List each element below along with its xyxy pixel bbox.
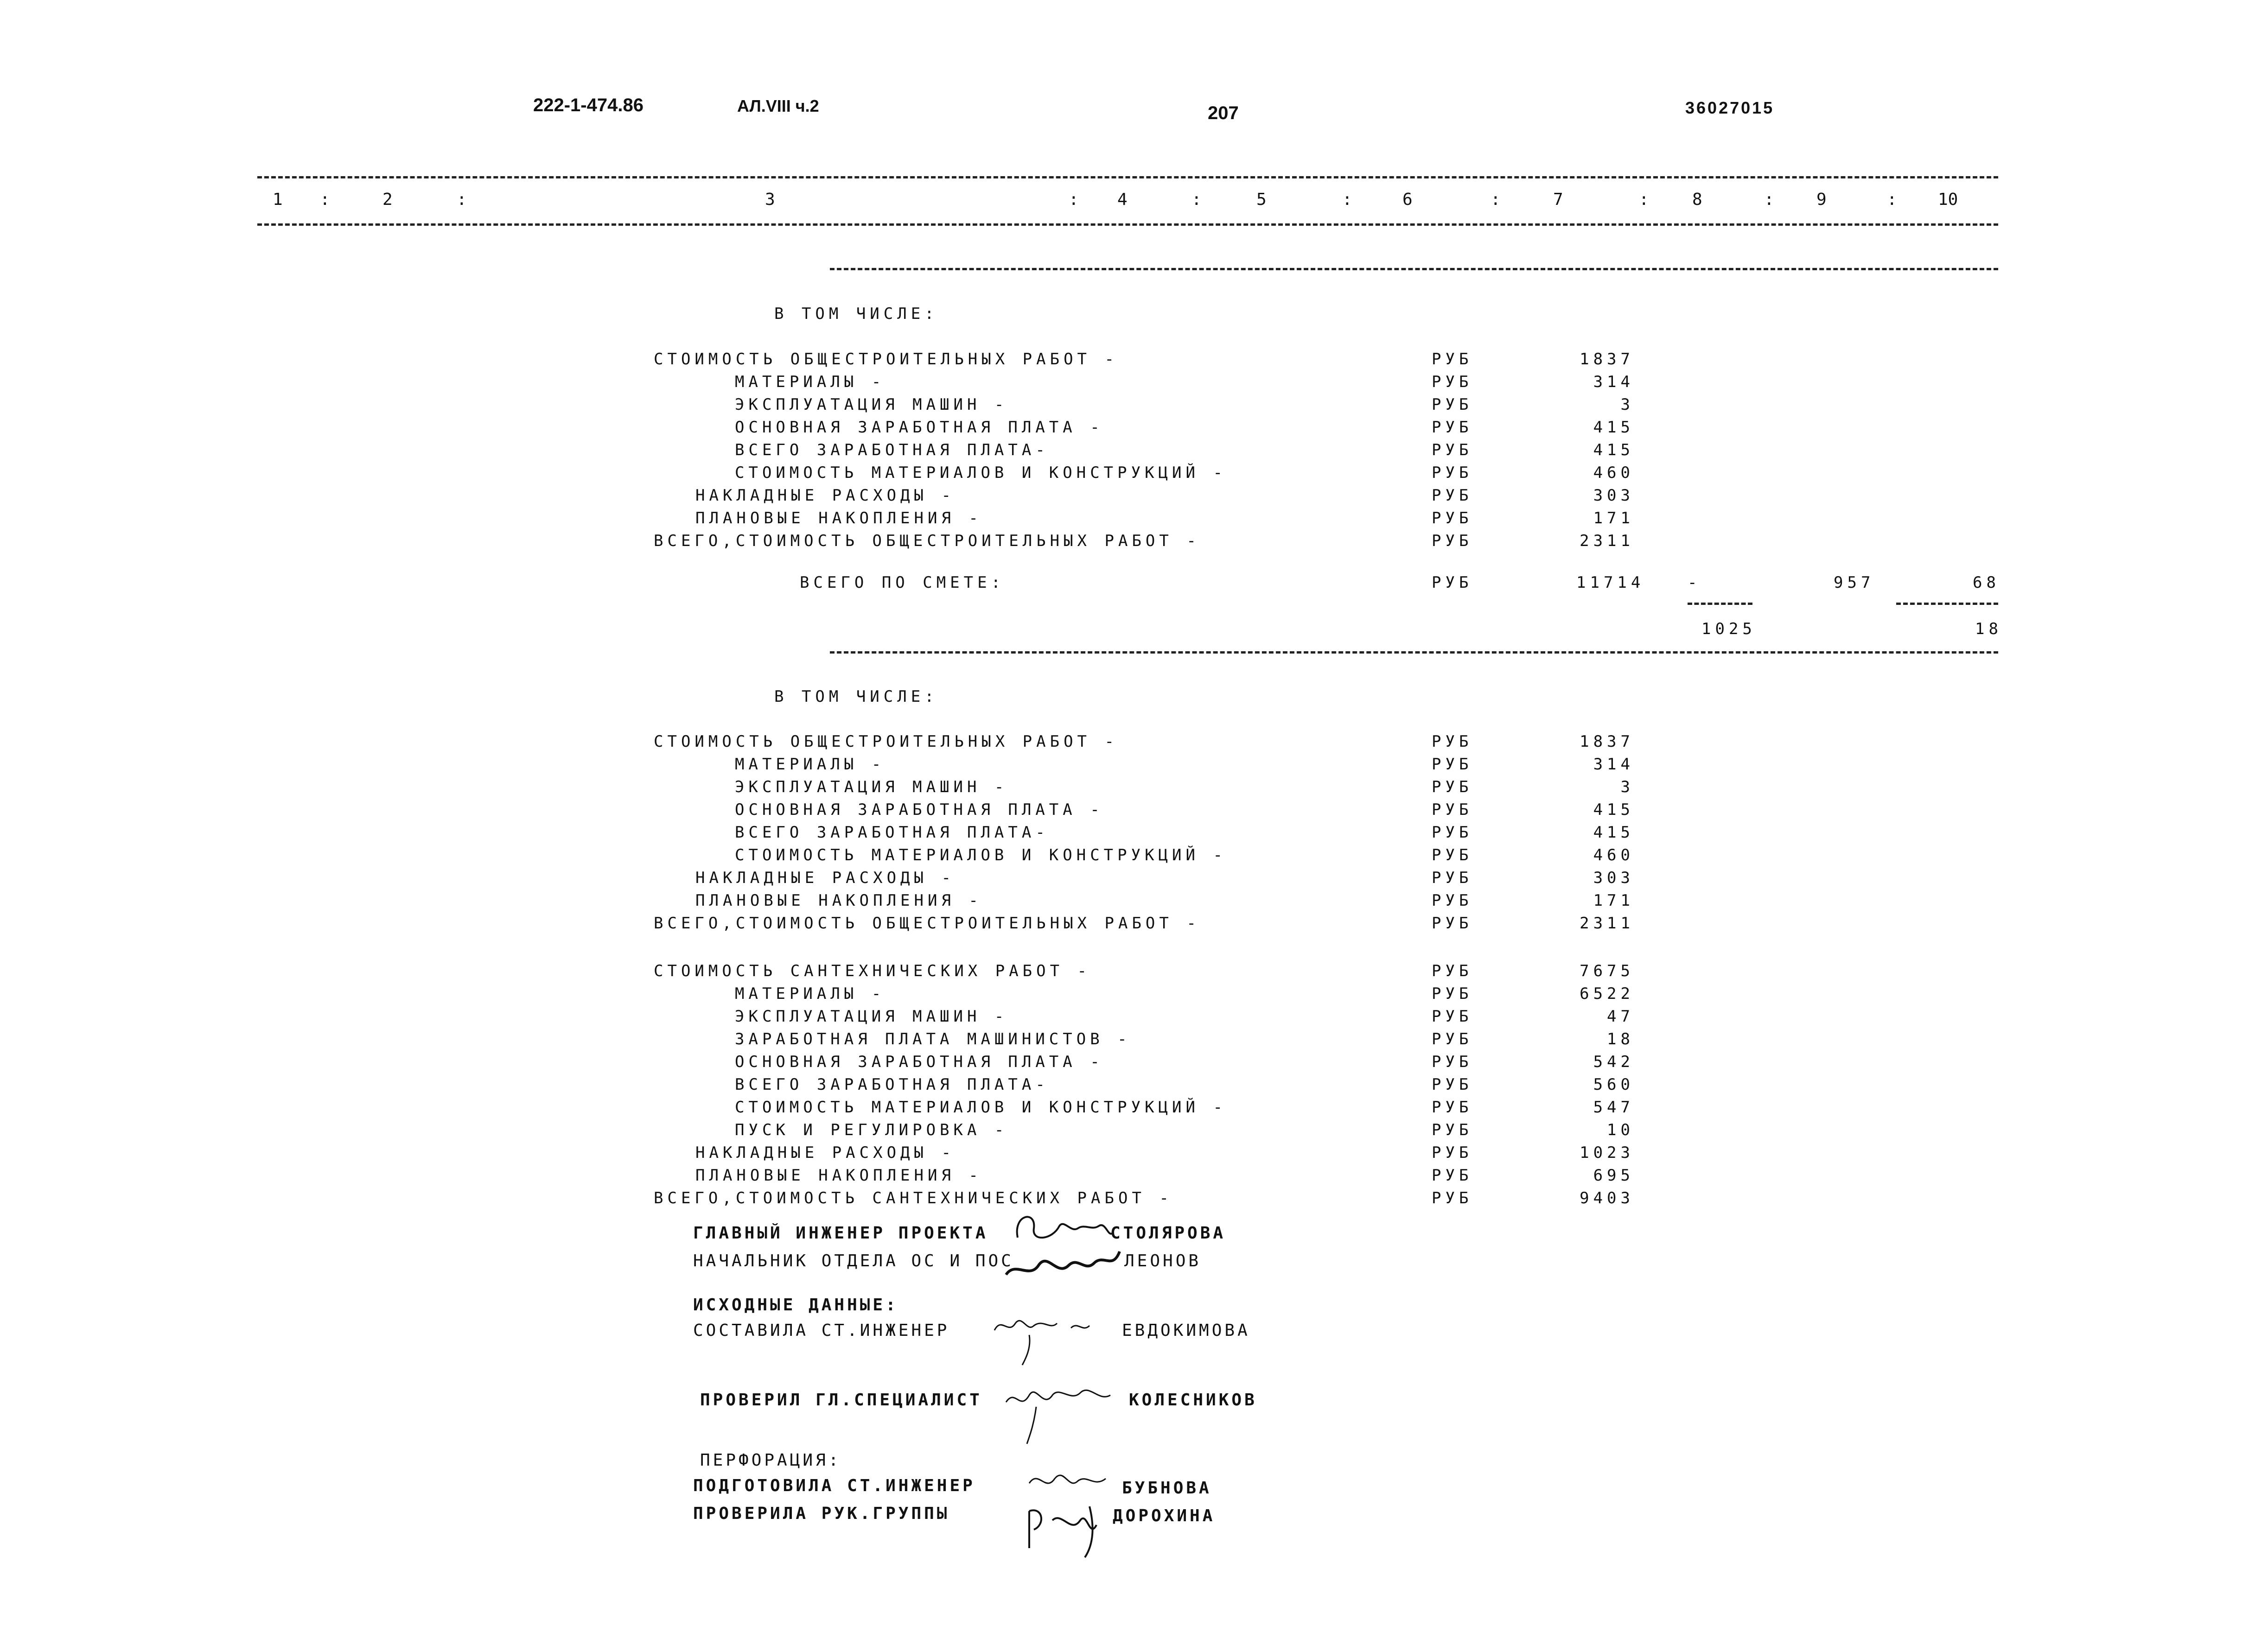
- dept-head-title: НАЧАЛЬНИК ОТДЕЛА ОС И ПОС: [693, 1251, 1014, 1270]
- compiled-signature: [987, 1302, 1108, 1367]
- col-num: 1: [273, 190, 283, 209]
- cost-row-unit: РУБ: [1432, 846, 1473, 864]
- cost-row-unit: РУБ: [1432, 869, 1473, 887]
- cost-row-label: ОСНОВНАЯ ЗАРАБОТНАЯ ПЛАТА -: [735, 800, 1104, 819]
- col-num: 4: [1117, 190, 1128, 209]
- prepared-name: БУБНОВА: [1122, 1479, 1212, 1498]
- cost-row-value: 415: [1593, 441, 1634, 459]
- subtotal-heading: В ТОМ ЧИСЛЕ:: [774, 687, 938, 706]
- cost-row-unit: РУБ: [1432, 373, 1473, 391]
- cost-row-value: 3: [1620, 778, 1634, 796]
- section-rule: [830, 268, 1998, 270]
- cost-row-label: ВСЕГО,СТОИМОСТЬ САНТЕХНИЧЕСКИХ РАБОТ -: [654, 1189, 1173, 1207]
- checked-signature: [1001, 1370, 1131, 1448]
- cost-row-value: 415: [1593, 823, 1634, 842]
- cost-row-label: ЭКСПЛУАТАЦИЯ МАШИН -: [735, 395, 1008, 414]
- cost-row-value: 171: [1593, 891, 1634, 910]
- cost-row-unit: РУБ: [1432, 1143, 1473, 1162]
- cost-row-unit: РУБ: [1432, 350, 1473, 368]
- doc-code: 222-1-474.86: [533, 95, 643, 115]
- cost-row-value: 542: [1593, 1053, 1634, 1071]
- col-sep: :: [1069, 190, 1079, 209]
- chief-engineer-name: СТОЛЯРОВА: [1110, 1224, 1226, 1243]
- total-col8: -: [1688, 573, 1701, 592]
- verified-title: ПРОВЕРИЛА РУК.ГРУППЫ: [693, 1504, 950, 1523]
- cost-row-value: 314: [1593, 373, 1634, 391]
- total-unit: РУБ: [1432, 573, 1473, 592]
- col-num: 2: [382, 190, 393, 209]
- cost-row-unit: РУБ: [1432, 1075, 1473, 1094]
- cost-row-value: 2311: [1580, 914, 1634, 933]
- cost-row-label: НАКЛАДНЫЕ РАСХОДЫ -: [695, 869, 955, 887]
- cost-row-label: ЗАРАБОТНАЯ ПЛАТА МАШИНИСТОВ -: [735, 1030, 1131, 1048]
- verified-signature: [1020, 1483, 1122, 1562]
- cost-row-label: СТОИМОСТЬ ОБЩЕСТРОИТЕЛЬНЫХ РАБОТ -: [654, 350, 1118, 368]
- col-sep: :: [1639, 190, 1649, 209]
- cost-row-label: ОСНОВНАЯ ЗАРАБОТНАЯ ПЛАТА -: [735, 418, 1104, 437]
- col-num: 9: [1816, 190, 1827, 209]
- col-sep: :: [1491, 190, 1501, 209]
- cost-row-unit: РУБ: [1432, 800, 1473, 819]
- cost-row-label: ЭКСПЛУАТАЦИЯ МАШИН -: [735, 778, 1008, 796]
- table-top-rule: [257, 176, 1998, 178]
- cost-row-value: 1837: [1580, 732, 1634, 751]
- col-sep: :: [1191, 190, 1202, 209]
- cost-row-unit: РУБ: [1432, 1098, 1473, 1117]
- col-sep: :: [1764, 190, 1774, 209]
- cost-row-unit: РУБ: [1432, 395, 1473, 414]
- cost-row-value: 47: [1607, 1007, 1634, 1026]
- cost-row-value: 9403: [1580, 1189, 1634, 1207]
- cost-row-value: 314: [1593, 755, 1634, 774]
- album-ref: АЛ.VIII ч.2: [737, 96, 819, 115]
- verified-name: ДОРОХИНА: [1113, 1506, 1216, 1525]
- total-label: ВСЕГО ПО СМЕТЕ:: [800, 573, 1005, 592]
- cost-row-label: МАТЕРИАЛЫ -: [735, 755, 886, 774]
- col-num: 10: [1938, 190, 1958, 209]
- cost-row-unit: РУБ: [1432, 962, 1473, 980]
- cost-row-unit: РУБ: [1432, 509, 1473, 527]
- total-col10: 68: [1973, 573, 2000, 592]
- cost-row-unit: РУБ: [1432, 732, 1473, 751]
- cost-row-label: ВСЕГО,СТОИМОСТЬ ОБЩЕСТРОИТЕЛЬНЫХ РАБОТ -: [654, 914, 1200, 933]
- cost-row-label: СТОИМОСТЬ ОБЩЕСТРОИТЕЛЬНЫХ РАБОТ -: [654, 732, 1118, 751]
- cost-row-value: 3: [1620, 395, 1634, 414]
- cost-row-value: 7675: [1580, 962, 1634, 980]
- cost-row-unit: РУБ: [1432, 891, 1473, 910]
- compiled-name: ЕВДОКИМОВА: [1122, 1321, 1250, 1340]
- total-col8-sub: 1025: [1701, 620, 1756, 638]
- cost-row-label: ЭКСПЛУАТАЦИЯ МАШИН -: [735, 1007, 1008, 1026]
- dept-head-name: ЛЕОНОВ: [1124, 1251, 1202, 1270]
- prepared-title: ПОДГОТОВИЛА СТ.ИНЖЕНЕР: [693, 1476, 975, 1495]
- cost-row-value: 6522: [1580, 984, 1634, 1003]
- cost-row-unit: РУБ: [1432, 1053, 1473, 1071]
- cost-row-label: ОСНОВНАЯ ЗАРАБОТНАЯ ПЛАТА -: [735, 1053, 1104, 1071]
- cost-row-value: 415: [1593, 418, 1634, 437]
- cost-row-unit: РУБ: [1432, 984, 1473, 1003]
- col8-subrule: [1688, 603, 1752, 605]
- section-rule: [830, 651, 1998, 654]
- cost-row-label: ВСЕГО,СТОИМОСТЬ ОБЩЕСТРОИТЕЛЬНЫХ РАБОТ -: [654, 532, 1200, 550]
- cost-row-label: МАТЕРИАЛЫ -: [735, 984, 886, 1003]
- cost-row-unit: РУБ: [1432, 464, 1473, 482]
- subtotal-heading: В ТОМ ЧИСЛЕ:: [774, 305, 938, 323]
- cost-row-unit: РУБ: [1432, 1189, 1473, 1207]
- cost-row-unit: РУБ: [1432, 1030, 1473, 1048]
- doc-id: 36027015: [1685, 98, 1775, 117]
- col-sep: :: [1887, 190, 1897, 209]
- cost-row-value: 460: [1593, 464, 1634, 482]
- cost-row-value: 2311: [1580, 532, 1634, 550]
- cost-row-value: 303: [1593, 486, 1634, 505]
- dept-head-signature: [997, 1233, 1127, 1289]
- cost-row-label: МАТЕРИАЛЫ -: [735, 373, 886, 391]
- cost-row-unit: РУБ: [1432, 1007, 1473, 1026]
- cost-row-value: 1023: [1580, 1143, 1634, 1162]
- cost-row-label: ВСЕГО ЗАРАБОТНАЯ ПЛАТА-: [735, 1075, 1049, 1094]
- cost-row-label: ПЛАНОВЫЕ НАКОПЛЕНИЯ -: [695, 509, 982, 527]
- cost-row-unit: РУБ: [1432, 486, 1473, 505]
- cost-row-unit: РУБ: [1432, 778, 1473, 796]
- chief-engineer-title: ГЛАВНЫЙ ИНЖЕНЕР ПРОЕКТА: [693, 1224, 988, 1243]
- cost-row-label: НАКЛАДНЫЕ РАСХОДЫ -: [695, 486, 955, 505]
- cost-row-unit: РУБ: [1432, 1166, 1473, 1185]
- compiled-title: СОСТАВИЛА СТ.ИНЖЕНЕР: [693, 1321, 950, 1340]
- col-num: 7: [1553, 190, 1563, 209]
- col-num: 5: [1256, 190, 1267, 209]
- cost-row-label: СТОИМОСТЬ САНТЕХНИЧЕСКИХ РАБОТ -: [654, 962, 1091, 980]
- cost-row-value: 547: [1593, 1098, 1634, 1117]
- col-sep: :: [320, 190, 330, 209]
- cost-row-unit: РУБ: [1432, 823, 1473, 842]
- col10-subrule: [1896, 603, 1998, 605]
- cost-row-value: 560: [1593, 1075, 1634, 1094]
- col-sep: :: [1342, 190, 1352, 209]
- source-data-heading: ИСХОДНЫЕ ДАННЫЕ:: [693, 1296, 898, 1315]
- cost-row-value: 415: [1593, 800, 1634, 819]
- cost-row-value: 10: [1607, 1121, 1634, 1139]
- cost-row-value: 18: [1607, 1030, 1634, 1048]
- cost-row-unit: РУБ: [1432, 914, 1473, 933]
- cost-row-label: СТОИМОСТЬ МАТЕРИАЛОВ И КОНСТРУКЦИЙ -: [735, 464, 1227, 482]
- cost-row-unit: РУБ: [1432, 418, 1473, 437]
- cost-row-value: 460: [1593, 846, 1634, 864]
- cost-row-value: 695: [1593, 1166, 1634, 1185]
- cost-row-value: 1837: [1580, 350, 1634, 368]
- checked-title: ПРОВЕРИЛ ГЛ.СПЕЦИАЛИСТ: [700, 1391, 982, 1410]
- cost-row-unit: РУБ: [1432, 1121, 1473, 1139]
- perforation-heading: ПЕРФОРАЦИЯ:: [700, 1451, 841, 1470]
- cost-row-value: 171: [1593, 509, 1634, 527]
- col-num: 3: [765, 190, 775, 209]
- col-sep: :: [457, 190, 467, 209]
- total-value: 11714: [1576, 573, 1645, 592]
- col-num: 8: [1692, 190, 1702, 209]
- total-col10-sub: 18: [1975, 620, 2002, 638]
- col-num: 6: [1402, 190, 1413, 209]
- cost-row-label: СТОИМОСТЬ МАТЕРИАЛОВ И КОНСТРУКЦИЙ -: [735, 1098, 1227, 1117]
- cost-row-label: СТОИМОСТЬ МАТЕРИАЛОВ И КОНСТРУКЦИЙ -: [735, 846, 1227, 864]
- cost-row-label: ПУСК И РЕГУЛИРОВКА -: [735, 1121, 1008, 1139]
- cost-row-label: ПЛАНОВЫЕ НАКОПЛЕНИЯ -: [695, 1166, 982, 1185]
- cost-row-label: ВСЕГО ЗАРАБОТНАЯ ПЛАТА-: [735, 823, 1049, 842]
- table-header-rule: [257, 223, 1998, 226]
- cost-row-value: 303: [1593, 869, 1634, 887]
- page-number: 207: [1208, 103, 1239, 123]
- cost-row-unit: РУБ: [1432, 755, 1473, 774]
- cost-row-label: ВСЕГО ЗАРАБОТНАЯ ПЛАТА-: [735, 441, 1049, 459]
- total-col9: 957: [1834, 573, 1875, 592]
- cost-row-unit: РУБ: [1432, 532, 1473, 550]
- checked-name: КОЛЕСНИКОВ: [1129, 1391, 1257, 1410]
- cost-row-label: ПЛАНОВЫЕ НАКОПЛЕНИЯ -: [695, 891, 982, 910]
- cost-row-label: НАКЛАДНЫЕ РАСХОДЫ -: [695, 1143, 955, 1162]
- cost-row-unit: РУБ: [1432, 441, 1473, 459]
